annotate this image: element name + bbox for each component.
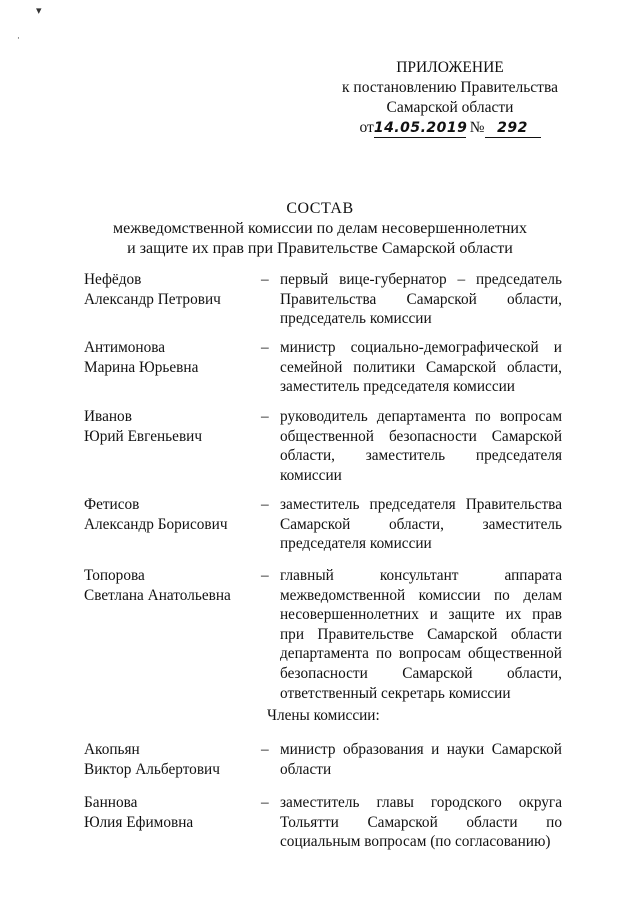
member-given-name: Виктор Альбертович <box>84 760 220 778</box>
member-role: заместитель председателя Правительства Самарской области, заместитель председателя комиссии <box>280 496 562 553</box>
member-surname: Антимонова <box>84 339 166 356</box>
member-surname: Баннова <box>84 794 138 811</box>
member-role: министр образования и науки Самарской области <box>280 741 562 778</box>
member-surname: Топорова <box>84 567 145 584</box>
member-surname: Фетисов <box>84 496 140 513</box>
member-name <box>84 338 254 377</box>
member-row <box>84 793 562 852</box>
appendix-line-2: Самарской области <box>386 99 514 116</box>
appendix-line-1: к постановлению Правительства <box>342 79 558 96</box>
appendix-date-number <box>340 118 560 138</box>
member-name <box>84 566 254 605</box>
member-name <box>84 740 254 779</box>
member-role: главный консультант аппарата межведомственной комиссии по делам несовершеннолетних и защите их прав при Правительстве Самарской области департамента по вопросам общественной безопасности Самарской области, ответственный секретарь комиссии <box>280 567 562 702</box>
heading-title: СОСТАВ <box>286 200 354 217</box>
member-row <box>84 270 562 329</box>
member-role: министр социально-демографической и семейной политики Самарской области, заместитель председателя комиссии <box>280 339 562 396</box>
appendix-title: ПРИЛОЖЕНИЕ <box>396 59 504 76</box>
member-role: первый вице-губернатор – председатель Правительства Самарской области, председатель комиссии <box>280 271 562 328</box>
from-label: от <box>359 119 374 136</box>
member-row <box>84 740 562 779</box>
member-row <box>84 495 562 554</box>
member-given-name: Светлана Анатольевна <box>84 586 231 604</box>
member-surname: Иванов <box>84 408 132 425</box>
appendix-block <box>340 58 560 138</box>
member-row <box>84 566 562 703</box>
document-heading <box>80 199 560 259</box>
members-subheading: Члены комиссии: <box>267 707 380 724</box>
member-name <box>84 495 254 534</box>
dash: – <box>261 339 269 356</box>
member-name <box>84 270 254 309</box>
scan-mark: ▾ <box>36 4 42 17</box>
handwritten-number: 292 <box>485 120 541 138</box>
dash: – <box>261 741 269 758</box>
dash: – <box>261 496 269 513</box>
member-row <box>84 407 562 485</box>
dash: – <box>261 567 269 584</box>
number-label: № <box>469 119 485 136</box>
heading-line-1: межведомственной комиссии по делам несовершеннолетних <box>113 220 527 237</box>
dash: – <box>261 408 269 425</box>
scan-dot: · <box>17 34 20 44</box>
member-surname: Нефёдов <box>84 271 142 288</box>
member-given-name: Юлия Ефимовна <box>84 813 194 831</box>
member-role: руководитель департамента по вопросам общественной безопасности Самарской области, заместитель председателя комиссии <box>280 408 562 484</box>
member-name <box>84 407 254 446</box>
handwritten-date: 14.05.2019 <box>373 120 468 136</box>
member-given-name: Марина Юрьевна <box>84 358 199 376</box>
member-given-name: Юрий Евгеньевич <box>84 427 203 445</box>
members-list <box>84 740 562 851</box>
member-surname: Акопьян <box>84 741 140 758</box>
member-row <box>84 338 562 397</box>
member-given-name: Александр Петрович <box>84 290 221 308</box>
heading-line-2: и защите их прав при Правительстве Самарской области <box>127 240 513 257</box>
member-role: заместитель главы городского округа Тольятти Самарской области по социальным вопросам (по согласованию) <box>280 794 562 851</box>
member-given-name: Александр Борисович <box>84 515 228 533</box>
leadership-list <box>84 270 562 702</box>
member-name <box>84 793 254 832</box>
dash: – <box>261 794 269 811</box>
dash: – <box>261 271 269 288</box>
